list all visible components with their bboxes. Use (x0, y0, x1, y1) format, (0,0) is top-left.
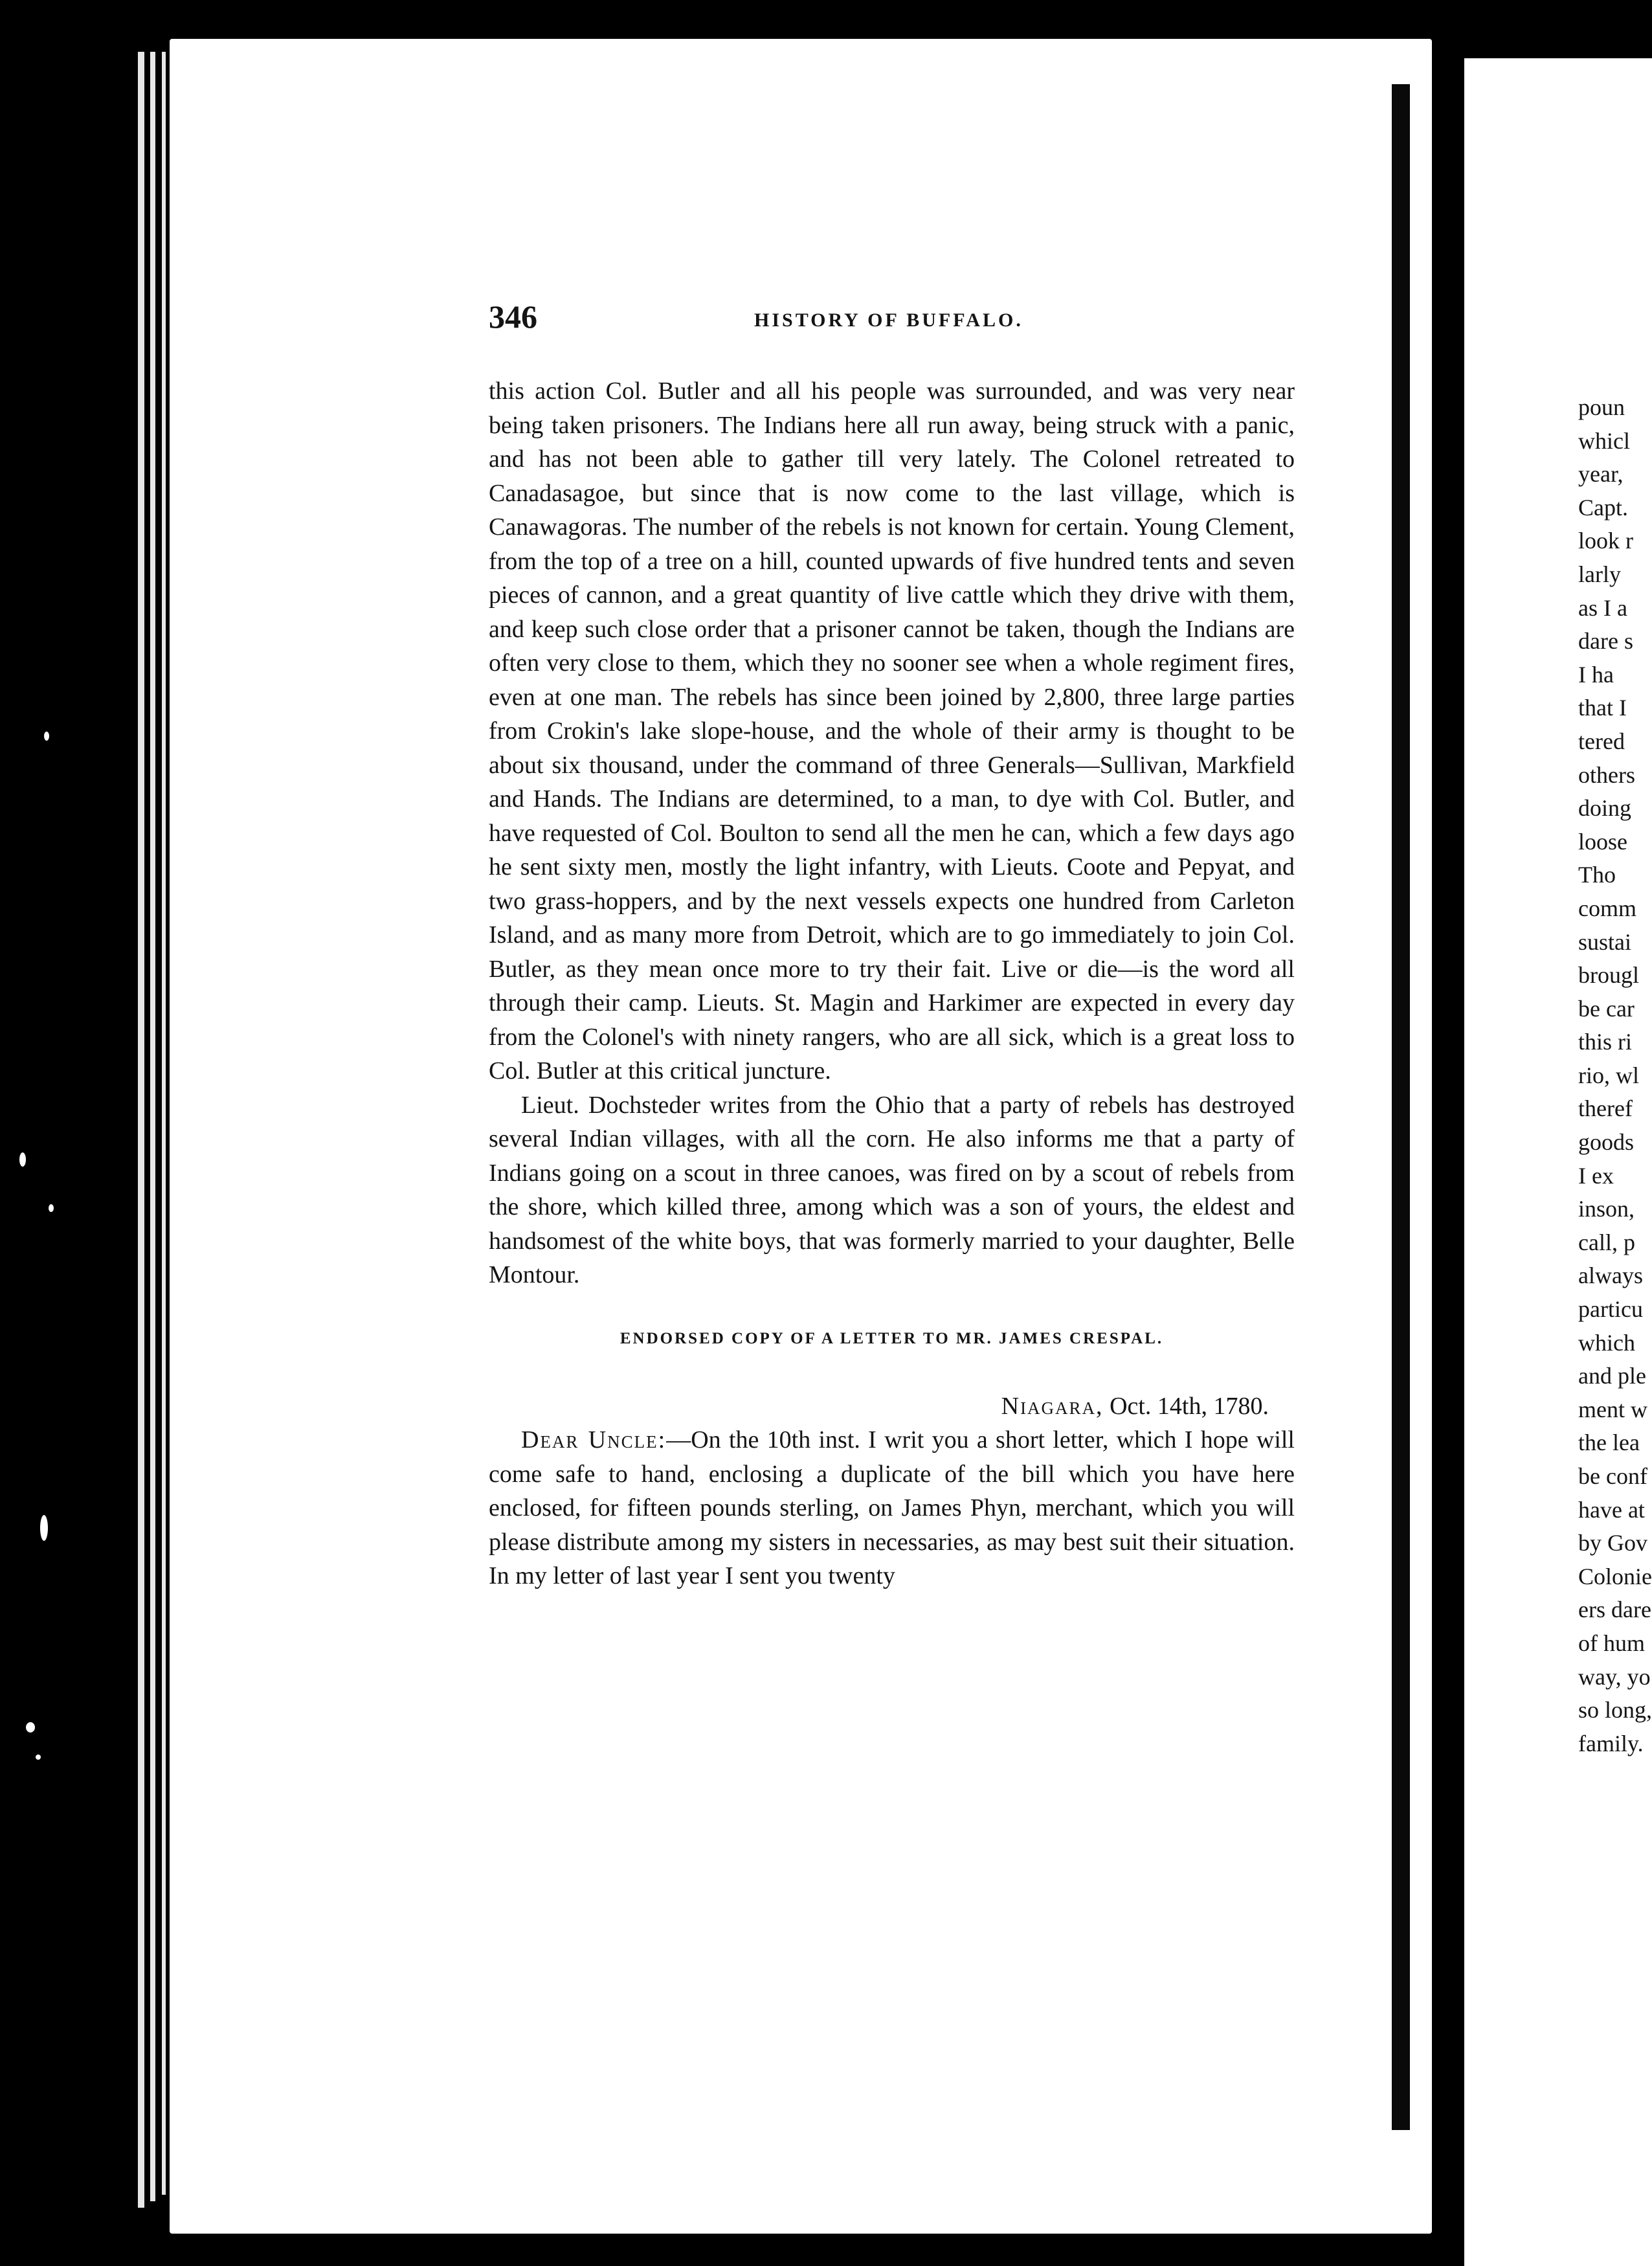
facing-page-line: comm (1578, 895, 1636, 921)
facing-page-line: inson, (1578, 1196, 1635, 1222)
facing-page-line: Capt. (1578, 494, 1628, 521)
facing-page-line: particu (1578, 1296, 1643, 1323)
facing-page-line: I ex (1578, 1162, 1614, 1189)
facing-page-line: look r (1578, 528, 1633, 554)
page-leaf-edge (162, 52, 166, 2195)
page-leaf-edge (150, 52, 155, 2201)
facing-page-line: tered (1578, 728, 1625, 754)
scan-speck (19, 1152, 26, 1167)
facing-page-line: larly (1578, 561, 1621, 587)
facing-page-line: this ri (1578, 1029, 1633, 1055)
facing-page-line: as I a (1578, 594, 1627, 621)
facing-page-line: loose (1578, 828, 1627, 855)
scan-speck (40, 1515, 48, 1541)
page-body (489, 374, 1295, 1593)
letter-dateline (489, 1389, 1295, 1424)
scan-speck (44, 732, 49, 741)
letter-place: Niagara, (1001, 1392, 1104, 1420)
facing-page-line: so long, (1578, 1697, 1652, 1723)
facing-page-line: family. (1578, 1730, 1644, 1756)
page-leaf-edge (138, 52, 144, 2208)
scan-speck (49, 1204, 54, 1212)
facing-page-line: and ple (1578, 1363, 1646, 1389)
facing-page-line: have at (1578, 1496, 1645, 1523)
facing-page-line: dare s (1578, 628, 1633, 655)
page-gutter-shadow (1392, 84, 1410, 2130)
running-title: HISTORY OF BUFFALO. (754, 309, 1023, 331)
paragraph-continued: this action Col. Butler and all his people was surrounded, and was very near being taken prisoners. The Indians here all run away, being struck with a panic, and has not been able to gather till very lately. The Colonel retreated to Canadasagoe, but since that is now come to the last village, which is Canawagoras. The number of the rebels is not known for certain. Young Clement, from the top of a tree on a hill, counted upwards of five hundred tents and seven pieces of cannon, and a great quantity of live cattle which they drive with them, and keep such close order that a prisoner cannot be taken, though the Indians are often very close to them, which they no sooner see when a whole regiment fires, even at one man. The rebels has since been joined by 2,800, three large parties from Crokin's lake slope-house, and the whole of their army is thought to be about six thousand, under the command of three Generals—Sullivan, Markfield and Hands. The Indians are determined, to a man, to dye with Col. Butler, and have requested of Col. Boulton to send all the men he can, which a few days ago he sent sixty men, mostly the light infantry, with Lieuts. Coote and Pepyat, and two grass-hoppers, and by the next vessels expects one hundred from Carleton Island, and as many more from Detroit, which are to go immediately to join Col. Butler, as they mean once more to try their fait. Live or die—is the word all through their camp. Lieuts. St. Magin and Harkimer are expected in every day from the Colonel's with ninety rangers, who are all sick, which is a great loss to Col. Butler at this critical juncture. (489, 377, 1295, 1084)
facing-page-line: ment w (1578, 1396, 1647, 1422)
facing-page-line: brougl (1578, 962, 1639, 989)
paragraph-dochsteder: Lieut. Dochsteder writes from the Ohio that a party of rebels has destroyed several Indian villages, with all the corn. He also informs me that a party of Indians going on a scout in three canoes, was fired on by a scout of rebels from the shore, which killed three, among which was a son of yours, the eldest and handsomest of the white boys, that was formerly married to your daughter, Belle Montour. (489, 1091, 1295, 1288)
letter-body: —On the 10th inst. I writ you a short letter, which I hope will come safe to hand, enclosing a duplicate of the bill which you have here enclosed, for fifteen pounds sterling, on James Phyn, merchant, which you will please distribute among my sisters in necessaries, as may best suit their situation. In my letter of last year I sent you twenty (489, 1426, 1295, 1589)
facing-page-line: rio, wl (1578, 1062, 1639, 1088)
facing-page-line: I ha (1578, 661, 1614, 688)
page-number: 346 (489, 298, 537, 335)
facing-page-line: that I (1578, 695, 1627, 721)
facing-page-line: ers dare (1578, 1597, 1651, 1623)
facing-page-line: way, yo (1578, 1663, 1651, 1690)
facing-page-line: year, (1578, 461, 1624, 488)
facing-page-line: others (1578, 761, 1635, 788)
facing-page-line: of hum (1578, 1630, 1645, 1656)
facing-page-line: whicl (1578, 427, 1630, 454)
facing-page-line: be conf (1578, 1463, 1647, 1489)
letter-opening-paragraph (489, 1423, 1295, 1593)
facing-page-line: always (1578, 1262, 1643, 1289)
facing-page-line: sustai (1578, 928, 1632, 955)
letter-salutation: Dear Uncle: (521, 1426, 667, 1453)
facing-page-line: the lea (1578, 1430, 1640, 1456)
facing-page-text (1578, 391, 1652, 1760)
facing-page-line: goods (1578, 1129, 1635, 1156)
facing-page-line: Colonie (1578, 1563, 1652, 1589)
letter-heading: ENDORSED COPY OF A LETTER TO MR. JAMES CRESPAL. (620, 1329, 1164, 1347)
facing-page-line: Tho (1578, 862, 1616, 888)
facing-page-line: theref (1578, 1095, 1633, 1122)
running-head (489, 298, 1298, 343)
scan-speck (36, 1755, 41, 1760)
scan-speck (26, 1722, 35, 1733)
facing-page-line: poun (1578, 394, 1625, 420)
facing-page-line: call, p (1578, 1229, 1635, 1255)
facing-page-line: which (1578, 1329, 1635, 1356)
facing-page-line: by Gov (1578, 1530, 1647, 1556)
facing-page-line: be car (1578, 995, 1635, 1022)
letter-date: Oct. 14th, 1780. (1110, 1392, 1269, 1420)
facing-page-line: doing (1578, 795, 1632, 822)
